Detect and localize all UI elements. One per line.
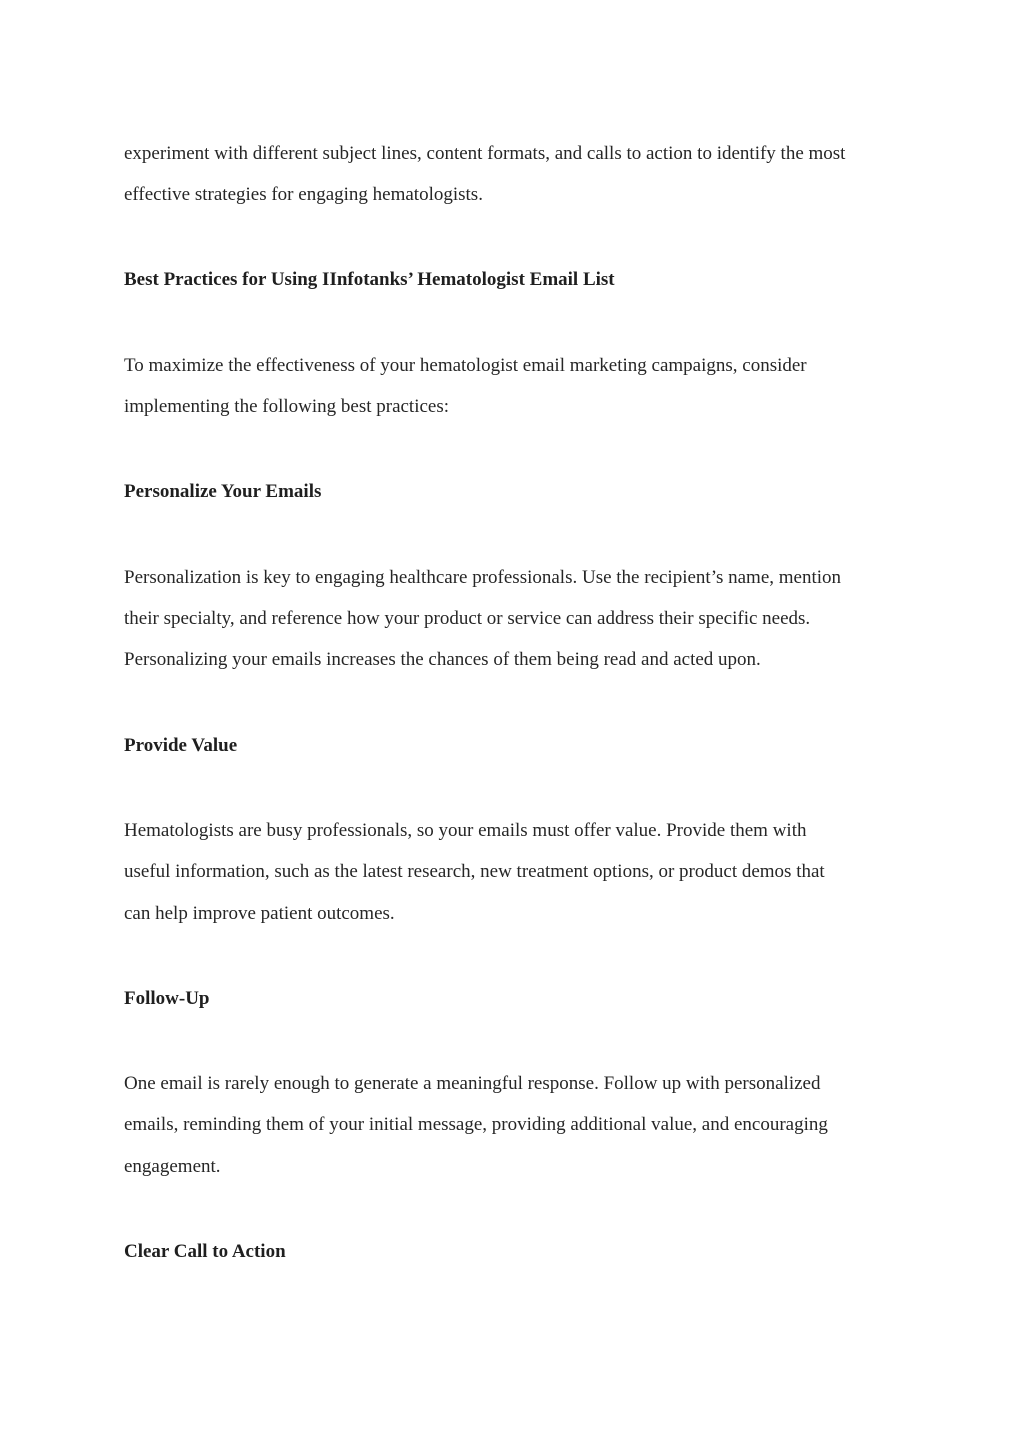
heading-provide-value: Provide Value: [124, 735, 238, 756]
personalize-line-2: their specialty, and reference how your product or service can address their specific needs.: [124, 608, 811, 629]
heading-follow-up: Follow-Up: [124, 988, 210, 1009]
personalize-line-3: Personalizing your emails increases the chances of them being read and acted upon.: [124, 649, 761, 670]
heading-call-to-action: Clear Call to Action: [124, 1241, 286, 1262]
followup-line-2: emails, reminding them of your initial message, providing additional value, and encouraging: [124, 1114, 828, 1135]
intro-line-2: effective strategies for engaging hematologists.: [124, 184, 483, 205]
heading-best-practices: Best Practices for Using IInfotanks’ Hematologist Email List: [124, 269, 615, 290]
best-practices-line-1: To maximize the effectiveness of your hematologist email marketing campaigns, consider: [124, 355, 807, 376]
value-line-3: can help improve patient outcomes.: [124, 903, 395, 924]
best-practices-line-2: implementing the following best practices:: [124, 396, 450, 417]
personalize-line-1: Personalization is key to engaging healthcare professionals. Use the recipient’s name, mention: [124, 567, 842, 588]
followup-line-3: engagement.: [124, 1156, 221, 1177]
value-line-2: useful information, such as the latest research, new treatment options, or product demos that: [124, 861, 825, 882]
value-line-1: Hematologists are busy professionals, so your emails must offer value. Provide them with: [124, 820, 807, 841]
intro-line-1: experiment with different subject lines, content formats, and calls to action to identify the most: [124, 143, 846, 164]
heading-personalize: Personalize Your Emails: [124, 481, 322, 502]
followup-line-1: One email is rarely enough to generate a meaningful response. Follow up with personalized: [124, 1073, 821, 1094]
